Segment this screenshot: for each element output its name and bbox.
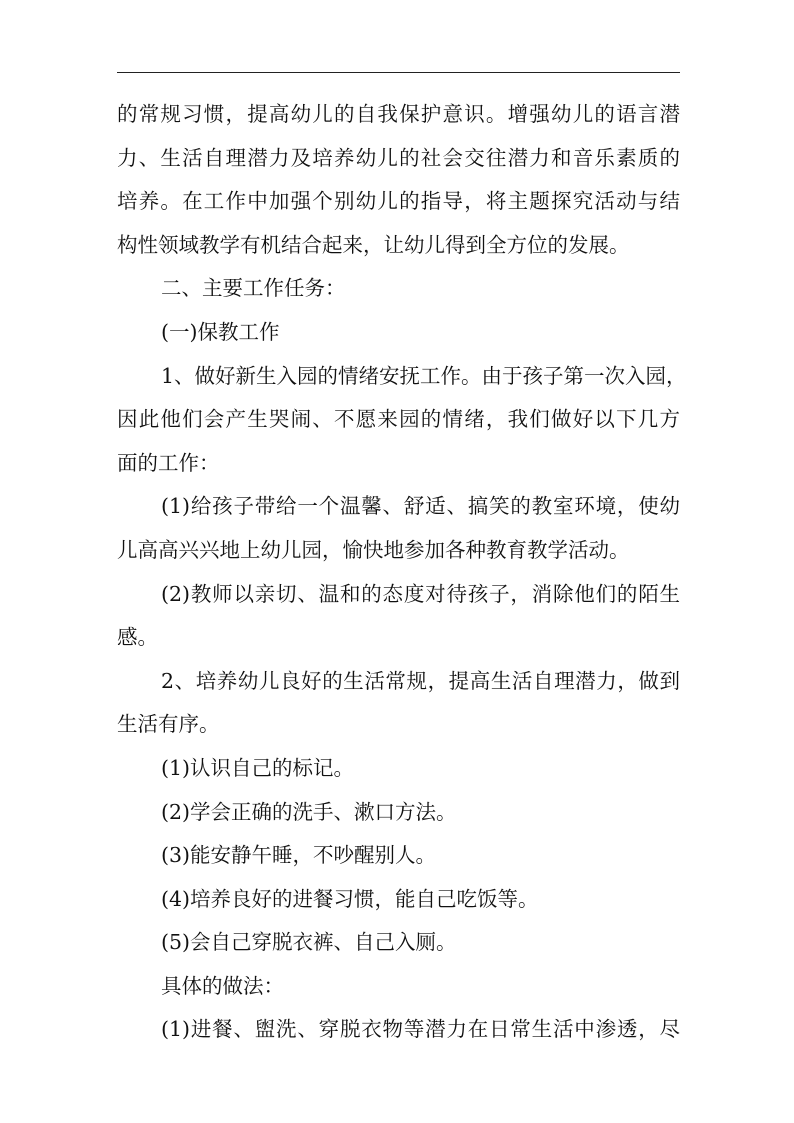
text-line: 二、主要工作任务： <box>161 276 346 301</box>
text-line: (4)培养良好的进餐习惯，能自己吃饭等。 <box>161 886 539 911</box>
text-line: (5)会自己穿脱衣裤、自己入厕。 <box>161 930 457 955</box>
text-line: 构性领域教学有机结合起来，让幼儿得到全方位的发展。 <box>117 232 630 257</box>
text-line: 生活有序。 <box>117 712 220 737</box>
text-line: (2)教师以亲切、温和的态度对待孩子，消除他们的陌生 <box>161 581 680 606</box>
text-line: (2)学会正确的洗手、漱口方法。 <box>161 799 457 824</box>
text-line: 因此他们会产生哭闹、不愿来园的情绪，我们做好以下几方 <box>117 407 680 432</box>
text-line: (一)保教工作 <box>161 319 280 344</box>
text-line: 2、培养幼儿良好的生活常规，提高生活自理潜力，做到 <box>161 668 680 693</box>
text-line: 的常规习惯，提高幼儿的自我保护意识。增强幼儿的语言潜 <box>117 102 680 126</box>
text-line: 培养。在工作中加强个别幼儿的指导，将主题探究活动与结 <box>117 189 680 214</box>
text-line: 具体的做法： <box>161 973 284 998</box>
text-line: (3)能安静午睡，不吵醒别人。 <box>161 843 437 868</box>
header-rule <box>117 72 680 73</box>
text-line: 力、生活自理潜力及培养幼儿的社会交往潜力和音乐素质的 <box>117 145 680 170</box>
document-body <box>117 93 687 1052</box>
text-line: 1、做好新生入园的情绪安抚工作。由于孩子第一次入园， <box>161 363 687 388</box>
text-line: 感。 <box>117 625 158 650</box>
text-line: (1)进餐、盥洗、穿脱衣物等潜力在日常生活中渗透，尽 <box>161 1017 680 1042</box>
text-line: (1)给孩子带给一个温馨、舒适、搞笑的教室环境，使幼 <box>161 494 680 519</box>
text-line: 面的工作： <box>117 450 220 475</box>
text-line: 儿高高兴兴地上幼儿园，愉快地参加各种教育教学活动。 <box>117 537 630 562</box>
text-line: (1)认识自己的标记。 <box>161 755 355 780</box>
